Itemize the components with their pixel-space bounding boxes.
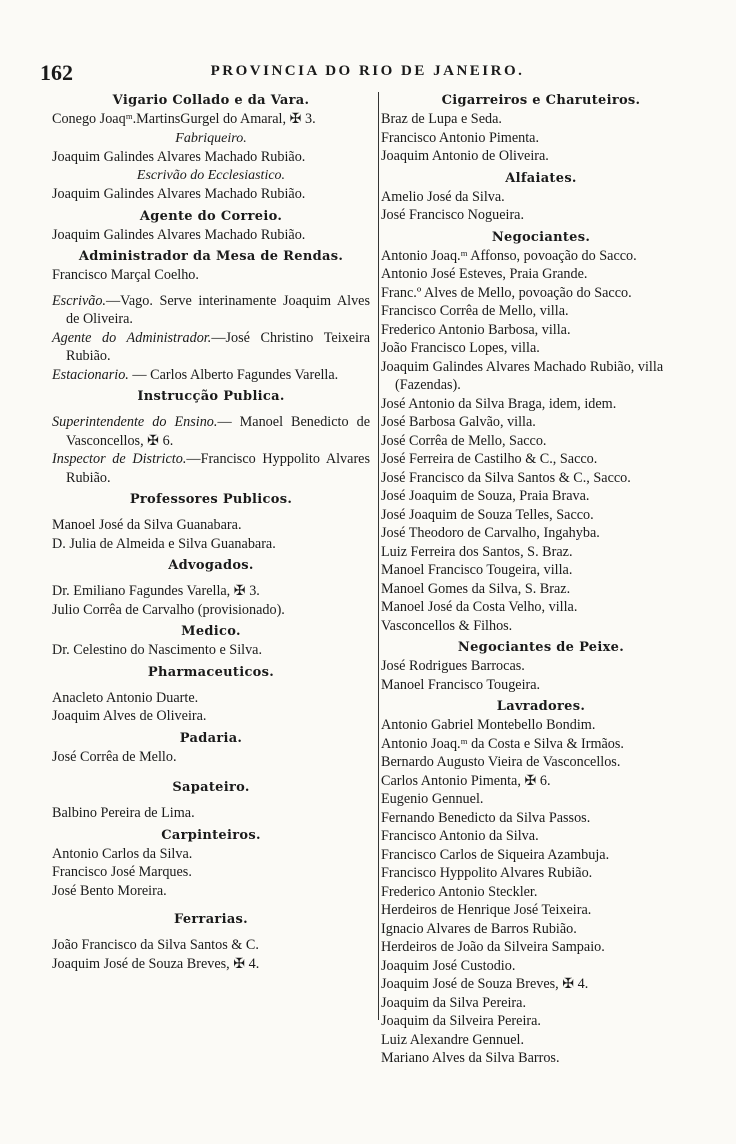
- entry: Dr. Emiliano Fagundes Varella, ✠ 3.: [52, 583, 260, 599]
- entry: [52, 450, 370, 487]
- section-heading: Sapateiro.: [172, 780, 250, 795]
- entry: Francisco Antonio Pimenta.: [381, 129, 540, 146]
- entry: José Corrêa de Mello.: [52, 748, 177, 765]
- list-item: Frederico Antonio Steckler.: [381, 883, 538, 900]
- entry-label: Agente do Administrador.: [52, 329, 212, 346]
- entry: Joaquim Galindes Alvares Machado Rubião.: [52, 186, 306, 202]
- entry: Dr. Celestino do Nascimento e Silva.: [52, 642, 263, 658]
- section-heading: Negociantes de Peixe.: [457, 640, 625, 655]
- entry: Anacleto Antonio Duarte.: [52, 689, 199, 706]
- section-heading: Lavradores.: [496, 699, 586, 714]
- list-item: Bernardo Augusto Vieira de Vasconcellos.: [381, 754, 621, 770]
- page-number: 162: [40, 60, 73, 85]
- entry-text: —Francisco Hyppolito Alvares Rubião.: [66, 451, 370, 486]
- list-item: José Francisco da Silva Santos & C., Sacco.: [381, 469, 631, 486]
- list-item: Luiz Ferreira dos Santos, S. Braz.: [381, 543, 573, 560]
- negociantes-list: [381, 247, 701, 636]
- entry: [52, 329, 370, 366]
- lavradores-list: [381, 716, 701, 1068]
- list-item: Fernando Benedicto da Silva Passos.: [381, 809, 591, 826]
- section-heading: Padaria.: [179, 730, 243, 746]
- list-item: Antonio José Esteves, Praia Grande.: [381, 266, 588, 282]
- list-item: Francisco Corrêa de Mello, villa.: [381, 303, 569, 319]
- list-item: Antonio Joaq.ᵐ Affonso, povoação do Sacco.: [381, 247, 637, 264]
- section-heading: Professores Publicos.: [129, 492, 293, 507]
- list-item: Frederico Antonio Barbosa, villa.: [381, 321, 571, 338]
- entry: Manoel Francisco Tougeira.: [381, 676, 541, 693]
- entry: Braz de Lupa e Seda.: [381, 111, 502, 127]
- entry-label: Estacionario.: [52, 366, 129, 383]
- entry: [52, 413, 370, 450]
- list-item: José Corrêa de Mello, Sacco.: [381, 432, 547, 449]
- list-item: Manoel Francisco Tougeira, villa.: [381, 562, 573, 578]
- section-heading: Agente do Correio.: [139, 208, 283, 224]
- list-item: Herdeiros de João da Silveira Sampaio.: [381, 939, 605, 955]
- entry: Joaquim Galindes Alvares Machado Rubião.: [52, 148, 306, 165]
- list-item: José Ferreira de Castilho & C., Sacco.: [381, 451, 598, 467]
- list-item: Eugenio Gennuel.: [381, 791, 484, 807]
- list-item: Joaquim José de Souza Breves, ✠ 4.: [381, 976, 589, 992]
- entry: Joaquim Alves de Oliveira.: [52, 708, 207, 724]
- list-item: José Barbosa Galvão, villa.: [381, 414, 536, 430]
- section-heading: Carpinteiros.: [161, 827, 261, 843]
- list-item: Ignacio Alvares de Barros Rubião.: [381, 920, 577, 937]
- section-heading: Negociantes.: [491, 229, 591, 245]
- entry-text: — Carlos Alberto Fagundes Varella.: [128, 366, 339, 383]
- list-item: Carlos Antonio Pimenta, ✠ 6.: [381, 772, 551, 789]
- list-item: José Joaquim de Souza Telles, Sacco.: [381, 506, 594, 523]
- entry: Antonio Carlos da Silva.: [52, 845, 193, 862]
- list-item: Francisco Antonio da Silva.: [381, 828, 539, 844]
- list-item: Joaquim José Custodio.: [381, 957, 516, 974]
- list-item: Antonio Gabriel Montebello Bondim.: [381, 717, 596, 733]
- entry: D. Julia de Almeida e Silva Guanabara.: [52, 535, 276, 552]
- list-item: Joaquim Galindes Alvares Machado Rubião, villa (Fazendas).: [381, 358, 664, 393]
- list-item: Manoel Gomes da Silva, S. Braz.: [381, 580, 571, 597]
- entry-label: Superintendente do Ensino.: [52, 414, 218, 430]
- entry: [52, 366, 370, 385]
- entry: José Rodrigues Barrocas.: [381, 658, 525, 674]
- running-title: PROVINCIA DO RIO DE JANEIRO.: [210, 63, 525, 79]
- entry-text: —José Christino Teixeira Rubião.: [66, 329, 370, 364]
- section-heading: Alfaiates.: [505, 170, 577, 186]
- list-item: Franc.º Alves de Mello, povoação do Sacco.: [381, 284, 632, 301]
- section-heading: Advogados.: [168, 558, 254, 573]
- page-header: [40, 60, 695, 86]
- list-item: Luiz Alexandre Gennuel.: [381, 1031, 525, 1048]
- list-item: Francisco Hyppolito Alvares Rubião.: [381, 865, 593, 881]
- section-heading: Medico.: [181, 624, 241, 639]
- entry: Joaquim Galindes Alvares Machado Rubião.: [52, 226, 306, 243]
- entry: Amelio José da Silva.: [381, 188, 505, 205]
- section-heading: Instrucção Publica.: [137, 389, 285, 404]
- section-heading: Cigarreiros e Charuteiros.: [441, 93, 641, 108]
- entry: José Francisco Nogueira.: [381, 207, 525, 223]
- entry: Joaquim José de Souza Breves, ✠ 4.: [52, 955, 260, 972]
- section-heading: Pharmaceuticos.: [147, 664, 275, 680]
- entry-label: Escrivão.: [52, 292, 106, 309]
- entry: [52, 292, 370, 329]
- entry: Conego Joaqᵐ.MartinsGurgel do Amaral, ✠ 3.: [52, 111, 316, 127]
- entry: Manoel José da Silva Guanabara.: [52, 517, 242, 533]
- list-item: Vasconcellos & Filhos.: [381, 617, 513, 634]
- entry: Joaquim Antonio de Oliveira.: [381, 148, 549, 164]
- list-item: Mariano Alves da Silva Barros.: [381, 1050, 560, 1066]
- entry: Julio Corrêa de Carvalho (provisionado).: [52, 601, 285, 618]
- list-item: Joaquim da Silveira Pereira.: [381, 1013, 541, 1029]
- list-item: João Francisco Lopes, villa.: [381, 340, 540, 356]
- list-item: José Joaquim de Souza, Praia Brava.: [381, 488, 590, 504]
- entry: Francisco José Marques.: [52, 864, 192, 880]
- entry-text: — Manoel Benedicto de Vasconcellos, ✠ 6.: [66, 414, 371, 449]
- entry-text: —Vago. Serve interinamente Joaquim Alves de Oliveira.: [66, 292, 370, 327]
- entry: Francisco Marçal Coelho.: [52, 267, 199, 283]
- section-heading: Vigario Collado e da Vara.: [112, 93, 310, 108]
- left-column: [52, 92, 370, 973]
- section-heading: Administrador da Mesa de Rendas.: [78, 249, 344, 264]
- entry: Balbino Pereira de Lima.: [52, 805, 195, 821]
- entry-label: Inspector de Districto.: [52, 451, 187, 467]
- list-item: Manoel José da Costa Velho, villa.: [381, 599, 578, 615]
- section-heading: Ferrarias.: [174, 912, 248, 927]
- list-item: Joaquim da Silva Pereira.: [381, 994, 526, 1011]
- subsection-heading: Escrivão do Ecclesiastico.: [136, 168, 286, 183]
- entry: José Bento Moreira.: [52, 882, 167, 899]
- list-item: José Theodoro de Carvalho, Ingahyba.: [381, 525, 600, 541]
- list-item: José Antonio da Silva Braga, idem, idem.: [381, 395, 617, 412]
- subsection-heading: Fabriqueiro.: [175, 130, 247, 146]
- list-item: Antonio Joaq.ᵐ da Costa e Silva & Irmãos.: [381, 735, 624, 752]
- list-item: Herdeiros de Henrique José Teixeira.: [381, 902, 592, 918]
- entry: João Francisco da Silva Santos & C.: [52, 937, 259, 953]
- list-item: Francisco Carlos de Siqueira Azambuja.: [381, 846, 610, 863]
- right-column: [378, 92, 701, 1066]
